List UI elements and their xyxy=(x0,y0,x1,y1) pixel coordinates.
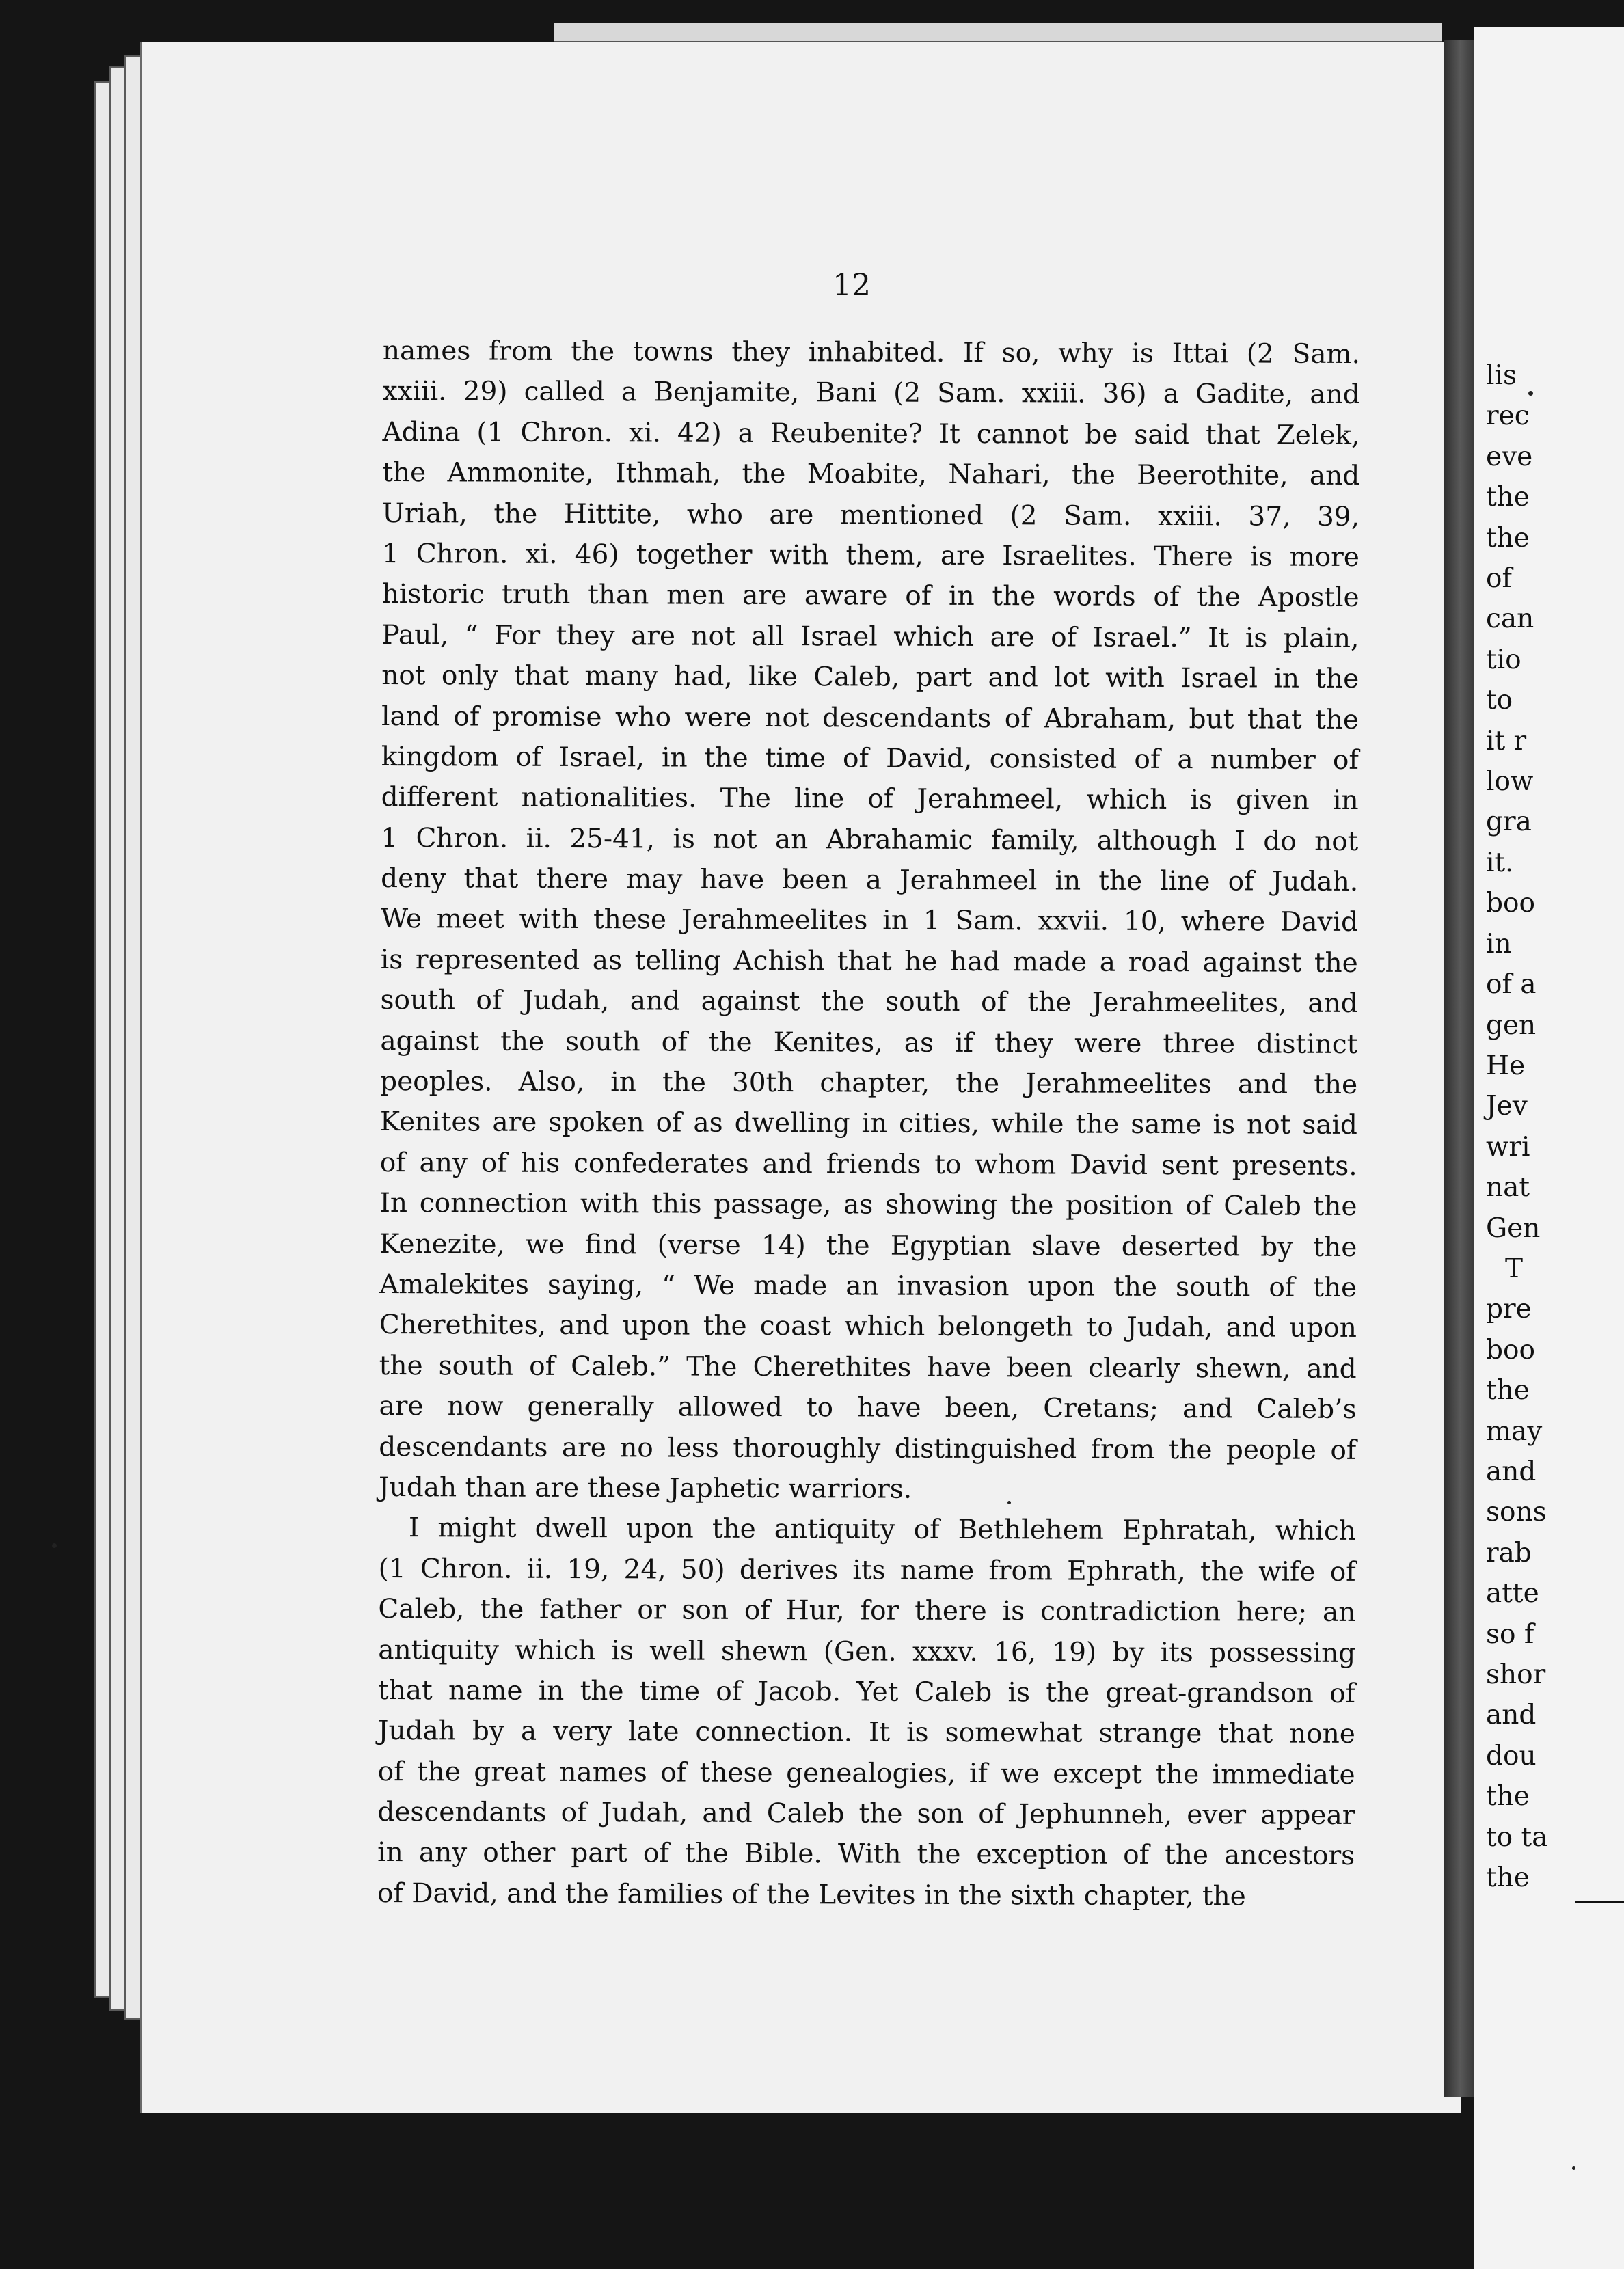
text-line: Kenites are spoken of as dwelling in cities, while the same is not said xyxy=(379,1106,1358,1141)
facing-page-line: rab xyxy=(1486,1537,1532,1568)
page-number: 12 xyxy=(833,268,871,303)
text-line: Kenezite, we find (verse 14) the Egyptian slave deserted by the xyxy=(379,1228,1357,1263)
text-line: historic truth than men are aware of in the words of the Apostle xyxy=(381,579,1359,614)
facing-page-line: the xyxy=(1486,1375,1530,1407)
facing-page-line: of a xyxy=(1486,969,1537,1001)
text-line: We meet with these Jerahmeelites in 1 Sam. xxvii. 10, where David xyxy=(380,903,1359,938)
dust-speck xyxy=(52,1543,57,1548)
facing-page-line: so f xyxy=(1486,1618,1534,1650)
text-line: the south of Caleb.” The Cherethites have been clearly shewn, and xyxy=(379,1350,1357,1385)
text-line: Adina (1 Chron. xi. 42) a Reubenite? It cannot be said that Zelek, xyxy=(382,416,1360,451)
facing-page xyxy=(1474,27,1624,2269)
binding-gutter xyxy=(1444,40,1474,2097)
facing-page-line: can xyxy=(1486,603,1534,635)
text-line: of David, and the families of the Levites in the sixth chapter, the xyxy=(377,1877,1246,1912)
facing-page-line: He xyxy=(1486,1050,1526,1081)
text-line: Judah than are these Japhetic warriors. xyxy=(379,1471,912,1505)
facing-page-line: atte xyxy=(1486,1578,1539,1609)
text-line: in any other part of the Bible. With the exception of the ancestors xyxy=(377,1837,1355,1872)
facing-page-line: lis xyxy=(1486,360,1517,391)
text-line: xxiii. 29) called a Benjamite, Bani (2 Sam. xxiii. 36) a Gadite, and xyxy=(382,376,1360,411)
facing-page-line: in xyxy=(1486,928,1512,960)
text-line: In connection with this passage, as showing the position of Caleb the xyxy=(379,1188,1357,1223)
text-line: (1 Chron. ii. 19, 24, 50) derives its name from Ephrath, the wife of xyxy=(378,1553,1356,1588)
text-line: 1 Chron. xi. 46) together with them, are Israelites. There is more xyxy=(381,538,1359,573)
facing-page-line: boo xyxy=(1486,1334,1535,1366)
facing-page-line: gra xyxy=(1486,806,1532,838)
facing-page-line: it r xyxy=(1486,725,1527,757)
next-leaf-edge xyxy=(554,23,1442,44)
text-line: I might dwell upon the antiquity of Bethlehem Ephratah, which xyxy=(408,1512,1356,1547)
text-line: is represented as telling Achish that he had made a road against the xyxy=(380,944,1358,979)
facing-page-line: dou xyxy=(1486,1740,1537,1771)
body-text xyxy=(377,331,1360,1917)
facing-page-line: to ta xyxy=(1486,1821,1548,1853)
dust-speck xyxy=(1572,2166,1575,2170)
text-line: not only that many had, like Caleb, part and lot with Israel in the xyxy=(381,660,1359,695)
facing-page-line: tio xyxy=(1486,644,1521,675)
facing-page-line: pre xyxy=(1486,1294,1532,1325)
facing-page-line: sons xyxy=(1486,1497,1547,1528)
dust-speck xyxy=(1528,391,1533,396)
text-line: Amalekites saying, “ We made an invasion upon the south of the xyxy=(379,1268,1357,1303)
facing-page-line: boo xyxy=(1486,888,1535,919)
text-line: that name in the time of Jacob. Yet Caleb is the great-grandson of xyxy=(377,1674,1356,1709)
text-line: kingdom of Israel, in the time of David, consisted of a number of xyxy=(381,741,1359,776)
facing-page-line: wri xyxy=(1486,1131,1530,1163)
facing-page-line: low xyxy=(1486,766,1534,798)
facing-page-line: shor xyxy=(1486,1659,1546,1690)
facing-page-line: to xyxy=(1486,685,1513,716)
text-line: of the great names of these genealogies, if we except the immediate xyxy=(377,1756,1355,1791)
text-line: against the south of the Kenites, as if they were three distinct xyxy=(380,1025,1358,1060)
text-line: deny that there may have been a Jerahmeel in the line of Judah. xyxy=(381,863,1359,898)
facing-page-rule xyxy=(1575,1901,1624,1903)
facing-page-line: and xyxy=(1486,1456,1537,1487)
text-line: descendants of Judah, and Caleb the son of Jephunneh, ever appear xyxy=(377,1797,1355,1832)
facing-page-line: gen xyxy=(1486,1009,1537,1041)
text-line: of any of his confederates and friends to whom David sent presents. xyxy=(379,1147,1357,1182)
facing-page-line: rec xyxy=(1486,400,1530,432)
text-line: are now generally allowed to have been, Cretans; and Caleb’s xyxy=(379,1391,1357,1426)
text-line: names from the towns they inhabited. If so, why is Ittai (2 Sam. xyxy=(382,335,1360,370)
text-line: the Ammonite, Ithmah, the Moabite, Nahari, the Beerothite, and xyxy=(382,457,1360,492)
text-line: south of Judah, and against the south of the Jerahmeelites, and xyxy=(380,985,1358,1020)
facing-page-line: eve xyxy=(1486,441,1533,472)
text-line: land of promise who were not descendants of Abraham, but that the xyxy=(381,701,1359,735)
text-line: Uriah, the Hittite, who are mentioned (2 Sam. xxiii. 37, 39, xyxy=(381,498,1360,532)
text-line: Judah by a very late connection. It is somewhat strange that none xyxy=(377,1715,1355,1750)
text-line: 1 Chron. ii. 25-41, is not an Abrahamic family, although I do not xyxy=(381,822,1359,857)
text-line: Cherethites, and upon the coast which belongeth to Judah, and upon xyxy=(379,1309,1357,1344)
facing-page-line: the xyxy=(1486,1781,1530,1812)
facing-page-line: the xyxy=(1486,522,1530,554)
text-line: antiquity which is well shewn (Gen. xxxv. 16, 19) by its possessing xyxy=(378,1634,1356,1669)
facing-page-line: Jev xyxy=(1486,1091,1528,1122)
facing-page-line: and xyxy=(1486,1700,1537,1731)
text-line: Caleb, the father or son of Hur, for there is contradiction here; an xyxy=(378,1594,1356,1629)
facing-page-line: Gen xyxy=(1486,1212,1541,1244)
facing-page-text xyxy=(1486,355,1547,1898)
facing-page-line: nat xyxy=(1486,1172,1530,1204)
facing-page-line: may xyxy=(1486,1415,1543,1447)
text-line: descendants are no less thoroughly distinguished from the people of xyxy=(379,1431,1357,1466)
text-line: different nationalities. The line of Jerahmeel, which is given in xyxy=(381,782,1359,817)
facing-page-line: the xyxy=(1486,1862,1530,1894)
dust-speck xyxy=(1007,1501,1011,1504)
text-line: Paul, “ For they are not all Israel which are of Israel.” It is plain, xyxy=(381,619,1359,654)
text-line: peoples. Also, in the 30th chapter, the Jerahmeelites and the xyxy=(380,1066,1358,1101)
facing-page-line: of xyxy=(1486,563,1512,595)
facing-page-line: it. xyxy=(1486,847,1514,878)
facing-page-line: T xyxy=(1505,1253,1524,1284)
facing-page-line: the xyxy=(1486,482,1530,513)
